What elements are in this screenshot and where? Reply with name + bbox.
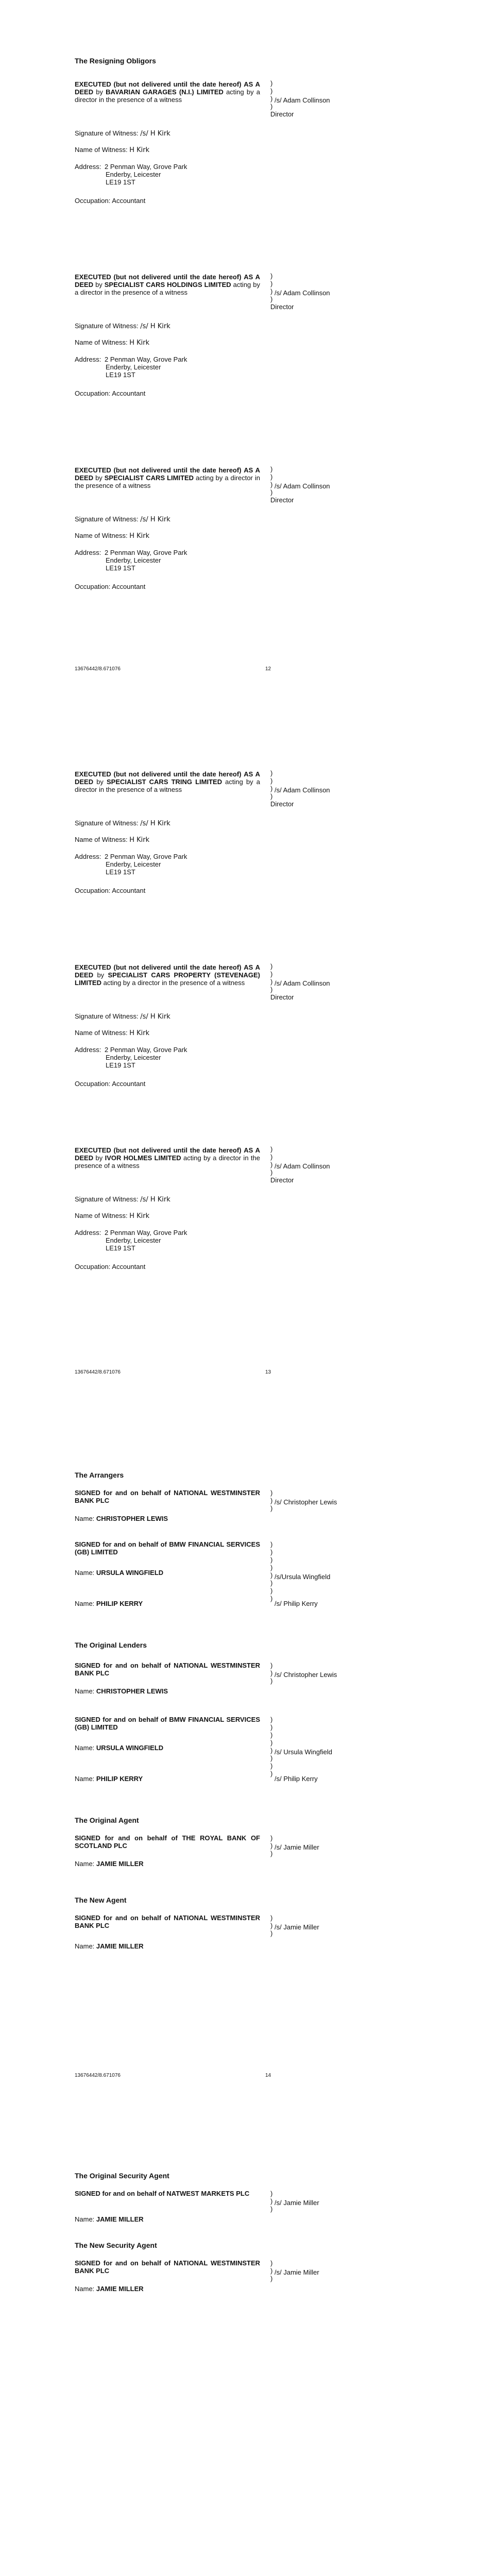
address-lines <box>105 549 187 572</box>
director-role: Director <box>270 800 294 808</box>
section-heading: The New Agent <box>75 1896 127 1904</box>
address-line: 2 Penman Way, Grove Park <box>105 163 187 171</box>
signed-block <box>75 1716 260 1731</box>
witness-address <box>75 163 187 186</box>
director-role: Director <box>270 110 294 118</box>
witness-name-row <box>75 338 149 347</box>
witness-signature-row <box>75 819 170 827</box>
signed-block <box>75 1834 260 1850</box>
address-line: LE19 1ST <box>106 178 135 186</box>
address-line: Enderby, Leicester <box>106 363 161 371</box>
address-line: 2 Penman Way, Grove Park <box>105 853 187 860</box>
signatory-signature: /s/ Jamie Miller <box>275 2268 319 2276</box>
witness-signature-row <box>75 1195 170 1204</box>
address-line: Enderby, Leicester <box>106 171 161 178</box>
signed-block <box>75 1489 260 1504</box>
signed-block <box>75 2259 260 2275</box>
witness-address <box>75 549 187 572</box>
witness-signature-row <box>75 129 170 138</box>
occupation-label: Occupation: <box>75 887 111 894</box>
witness-name-row <box>75 1029 149 1037</box>
execution-clause <box>75 80 260 104</box>
witness-signature-label: Signature of Witness: <box>75 322 139 330</box>
address-lines <box>105 355 187 379</box>
address-line: 2 Penman Way, Grove Park <box>105 1046 187 1054</box>
executed-label: EXECUTED (but not delivered until the date hereof) <box>75 466 242 474</box>
witness-signature: /s/ H Kirk <box>140 820 170 827</box>
director-role: Director <box>270 496 294 504</box>
signatory-entity: NATWEST MARKETS PLC <box>166 2190 250 2197</box>
witness-signature: /s/ H Kirk <box>140 1196 170 1204</box>
witness-name-label: Name of Witness: <box>75 532 128 539</box>
as-a-deed-label: AS A DEED <box>75 1146 260 1162</box>
witness-name: H Kirk <box>129 1212 150 1220</box>
execution-clause <box>75 963 260 987</box>
signatory-signature-2: /s/ Philip Kerry <box>275 1775 318 1783</box>
occupation-value: Accountant <box>112 389 146 397</box>
director-signature: /s/ Adam Collinson <box>275 786 330 794</box>
director-signature: /s/ Adam Collinson <box>275 482 330 490</box>
witness-signature-label: Signature of Witness: <box>75 129 139 137</box>
signatory-entity: NATIONAL WESTMINSTER BANK PLC <box>75 1662 260 1677</box>
signatory-name: JAMIE MILLER <box>96 1860 144 1868</box>
witness-name-label: Name of Witness: <box>75 338 128 346</box>
section-heading: The Original Lenders <box>75 1641 147 1649</box>
signed-block <box>75 1540 260 1556</box>
signatory-name: URSULA WINGFIELD <box>96 1744 164 1752</box>
as-a-deed-label: AS A DEED <box>75 770 260 786</box>
occupation-label: Occupation: <box>75 197 111 205</box>
address-line: LE19 1ST <box>106 564 135 572</box>
signatory-name-row <box>75 1860 144 1868</box>
entity-name: SPECIALIST CARS HOLDINGS LIMITED <box>104 281 231 289</box>
address-line: Enderby, Leicester <box>106 1054 161 1061</box>
address-lines <box>105 1046 187 1069</box>
signatory-name-row <box>75 1569 163 1577</box>
address-label: Address: <box>75 1229 101 1236</box>
footer-document-ref: 13676442/8.671076 <box>75 1369 121 1375</box>
name-label: Name: <box>75 1600 95 1607</box>
witness-address <box>75 355 187 379</box>
director-signature: /s/ Adam Collinson <box>275 979 330 987</box>
signatory-entity: NATIONAL WESTMINSTER BANK PLC <box>75 1489 260 1504</box>
as-a-deed-label: AS A DEED <box>75 273 260 289</box>
signed-label: SIGNED for and on behalf of <box>75 1540 167 1548</box>
brackets: ) ) ) ) <box>270 769 273 800</box>
section-heading: The Original Agent <box>75 1816 139 1824</box>
signatory-entity: NATIONAL WESTMINSTER BANK PLC <box>75 2259 260 2275</box>
name-label: Name: <box>75 2215 95 2223</box>
witness-name-label: Name of Witness: <box>75 836 128 843</box>
address-line: 2 Penman Way, Grove Park <box>105 1229 187 1236</box>
signatory-name: URSULA WINGFIELD <box>96 1569 164 1577</box>
witness-name: H Kirk <box>129 339 150 347</box>
executed-label: EXECUTED (but not delivered until the date hereof) <box>75 963 242 971</box>
signatory-name-2: PHILIP KERRY <box>96 1600 143 1607</box>
occupation-label: Occupation: <box>75 389 111 397</box>
signatory-signature-2: /s/ Philip Kerry <box>275 1600 318 1607</box>
witness-signature: /s/ H Kirk <box>140 1013 170 1021</box>
signatory-name: CHRISTOPHER LEWIS <box>96 1515 168 1522</box>
occupation-value: Accountant <box>112 1080 146 1088</box>
entity-name: SPECIALIST CARS TRING LIMITED <box>107 778 222 786</box>
signed-label: SIGNED for and on behalf of <box>75 1662 171 1669</box>
address-lines <box>105 163 187 186</box>
witness-name-label: Name of Witness: <box>75 1212 128 1219</box>
brackets: ) ) ) ) <box>270 1145 273 1176</box>
as-a-deed-label: AS A DEED <box>75 466 260 482</box>
witness-occupation-row <box>75 583 145 590</box>
address-label: Address: <box>75 853 101 860</box>
execution-clause <box>75 273 260 296</box>
execution-text: acting by a director in the presence of a witness <box>75 474 260 489</box>
by-label: by <box>96 778 104 786</box>
executed-label: EXECUTED (but not delivered until the date hereof) <box>75 80 242 88</box>
footer-document-ref: 13676442/8.671076 <box>75 666 121 672</box>
name-label: Name: <box>75 1860 95 1868</box>
occupation-label: Occupation: <box>75 583 111 590</box>
execution-text: acting by a director in the presence of a witness <box>75 281 260 296</box>
signatory-name-row <box>75 2285 144 2293</box>
brackets: ) ) ) ) <box>270 79 273 110</box>
execution-clause <box>75 770 260 793</box>
occupation-label: Occupation: <box>75 1080 111 1088</box>
signed-label: SIGNED for and on behalf of <box>75 2259 171 2267</box>
execution-text: acting by a director in the presence of a witness <box>75 778 260 793</box>
address-line: LE19 1ST <box>106 371 135 379</box>
entity-name: SPECIALIST CARS LIMITED <box>104 474 194 482</box>
brackets: ) ) ) ) <box>270 962 273 993</box>
signed-label: SIGNED for and on behalf of <box>75 1834 178 1842</box>
address-lines <box>105 853 187 876</box>
witness-name-label: Name of Witness: <box>75 1029 128 1037</box>
signed-label: SIGNED for and on behalf of <box>75 2190 165 2197</box>
by-label: by <box>95 281 102 289</box>
signatory-name-row <box>75 2215 144 2223</box>
witness-occupation-row <box>75 1263 145 1270</box>
name-label: Name: <box>75 1744 95 1752</box>
witness-signature-row <box>75 1012 170 1021</box>
address-line: 2 Penman Way, Grove Park <box>105 549 187 556</box>
signed-label: SIGNED for and on behalf of <box>75 1914 171 1922</box>
address-label: Address: <box>75 549 101 556</box>
signatory-signature: /s/ Jamie Miller <box>275 1923 319 1931</box>
brackets: ) ) ) <box>270 1662 273 1685</box>
signatory-name-row <box>75 1942 144 1950</box>
signatory-name-2: PHILIP KERRY <box>96 1775 143 1783</box>
witness-signature-label: Signature of Witness: <box>75 515 139 523</box>
signatory-name: JAMIE MILLER <box>96 2215 144 2223</box>
execution-clause <box>75 466 260 489</box>
occupation-label: Occupation: <box>75 1263 111 1270</box>
as-a-deed-label: AS A DEED <box>75 963 260 979</box>
name-label: Name: <box>75 1942 95 1950</box>
signed-block <box>75 2190 260 2197</box>
address-line: Enderby, Leicester <box>106 860 161 868</box>
witness-name: H Kirk <box>129 532 150 540</box>
witness-signature-label: Signature of Witness: <box>75 1195 139 1203</box>
witness-address <box>75 1229 187 1252</box>
name-label: Name: <box>75 1775 95 1783</box>
name-label: Name: <box>75 1515 95 1522</box>
section-heading: The New Security Agent <box>75 2241 157 2249</box>
signatory-name-row-2 <box>75 1600 143 1607</box>
witness-address <box>75 853 187 876</box>
signatory-signature: /s/ Christopher Lewis <box>275 1498 337 1506</box>
brackets: ) ) ) <box>270 1914 273 1937</box>
execution-clause <box>75 1146 260 1170</box>
witness-occupation-row <box>75 197 145 205</box>
signatory-signature: /s/ Ursula Wingfield <box>275 1748 332 1756</box>
as-a-deed-label: AS A DEED <box>75 80 260 96</box>
witness-name-row <box>75 836 149 844</box>
entity-name: BAVARIAN GARAGES (N.I.) LIMITED <box>106 88 224 96</box>
section-heading: The Original Security Agent <box>75 2172 169 2180</box>
brackets: ) ) ) <box>270 1834 273 1857</box>
witness-name-row <box>75 1212 149 1220</box>
witness-signature-row <box>75 322 170 330</box>
entity-name: SPECIALIST CARS PROPERTY (STEVENAGE) LIMITED <box>75 971 260 987</box>
executed-label: EXECUTED (but not delivered until the date hereof) <box>75 770 242 778</box>
witness-name: H Kirk <box>129 1029 150 1037</box>
signatory-entity: BMW FINANCIAL SERVICES (GB) LIMITED <box>75 1716 260 1731</box>
witness-signature-row <box>75 515 170 523</box>
signatory-name-row-2 <box>75 1775 143 1783</box>
address-line: Enderby, Leicester <box>106 556 161 564</box>
witness-occupation-row <box>75 389 145 397</box>
witness-name-label: Name of Witness: <box>75 146 128 154</box>
execution-text: acting by a director in the presence of a witness <box>75 88 261 104</box>
signed-block <box>75 1662 260 1677</box>
director-signature: /s/ Adam Collinson <box>275 1162 330 1170</box>
witness-name: H Kirk <box>129 146 150 154</box>
witness-name-row <box>75 146 149 154</box>
occupation-value: Accountant <box>112 887 146 894</box>
signatory-entity: THE ROYAL BANK OF SCOTLAND PLC <box>75 1834 260 1850</box>
witness-signature-label: Signature of Witness: <box>75 1012 139 1020</box>
footer-page-number: 13 <box>265 1369 271 1375</box>
occupation-value: Accountant <box>112 197 146 205</box>
signed-block <box>75 1914 260 1929</box>
brackets: ) ) ) ) <box>270 465 273 496</box>
by-label: by <box>95 1154 103 1162</box>
name-label: Name: <box>75 1569 95 1577</box>
signatory-name: JAMIE MILLER <box>96 2285 144 2293</box>
director-role: Director <box>270 1176 294 1184</box>
signatory-entity: BMW FINANCIAL SERVICES (GB) LIMITED <box>75 1540 260 1556</box>
footer-page-number: 12 <box>265 666 271 672</box>
address-lines <box>105 1229 187 1252</box>
executed-label: EXECUTED (but not delivered until the date hereof) <box>75 1146 242 1154</box>
signed-label: SIGNED for and on behalf of <box>75 1489 171 1497</box>
witness-signature: /s/ H Kirk <box>140 323 170 330</box>
name-label: Name: <box>75 2285 95 2293</box>
director-signature: /s/ Adam Collinson <box>275 96 330 104</box>
brackets: ) ) ) <box>270 2259 273 2282</box>
signatory-signature: /s/ Jamie Miller <box>275 2199 319 2207</box>
occupation-value: Accountant <box>112 583 146 590</box>
address-label: Address: <box>75 355 101 363</box>
signatory-signature: /s/Ursula Wingfield <box>275 1573 331 1581</box>
occupation-value: Accountant <box>112 1263 146 1270</box>
witness-signature: /s/ H Kirk <box>140 516 170 523</box>
executed-label: EXECUTED (but not delivered until the date hereof) <box>75 273 242 281</box>
footer-document-ref: 13676442/8.671076 <box>75 2073 121 2078</box>
witness-address <box>75 1046 187 1069</box>
brackets: ) ) ) ) ) ) ) ) <box>270 1716 273 1777</box>
witness-occupation-row <box>75 1080 145 1088</box>
signatory-name-row <box>75 1687 168 1695</box>
address-label: Address: <box>75 1046 101 1054</box>
witness-signature-label: Signature of Witness: <box>75 819 139 827</box>
director-role: Director <box>270 993 294 1001</box>
witness-occupation-row <box>75 887 145 894</box>
address-line: LE19 1ST <box>106 868 135 876</box>
address-line: LE19 1ST <box>106 1244 135 1252</box>
signed-label: SIGNED for and on behalf of <box>75 1716 167 1723</box>
by-label: by <box>97 971 105 979</box>
section-heading: The Arrangers <box>75 1471 124 1479</box>
witness-signature: /s/ H Kirk <box>140 130 170 138</box>
address-label: Address: <box>75 163 101 171</box>
signatory-name-row <box>75 1744 163 1752</box>
brackets: ) ) ) ) ) ) ) ) <box>270 1540 273 1602</box>
address-line: LE19 1ST <box>106 1061 135 1069</box>
director-signature: /s/ Adam Collinson <box>275 289 330 297</box>
signatory-name: CHRISTOPHER LEWIS <box>96 1687 168 1695</box>
execution-text: acting by a director in the presence of a witness <box>103 979 245 987</box>
entity-name: IVOR HOLMES LIMITED <box>105 1154 181 1162</box>
witness-name: H Kirk <box>129 836 150 844</box>
by-label: by <box>96 88 104 96</box>
brackets: ) ) ) <box>270 2190 273 2213</box>
footer-page-number: 14 <box>265 2073 271 2078</box>
witness-name-row <box>75 532 149 540</box>
signatory-entity: NATIONAL WESTMINSTER BANK PLC <box>75 1914 260 1929</box>
signatory-signature: /s/ Jamie Miller <box>275 1843 319 1851</box>
name-label: Name: <box>75 1687 95 1695</box>
address-line: 2 Penman Way, Grove Park <box>105 355 187 363</box>
execution-text: acting by a director in the presence of a witness <box>75 1154 260 1170</box>
brackets: ) ) ) ) <box>270 272 273 303</box>
director-role: Director <box>270 303 294 311</box>
section-heading-resigning-obligors: The Resigning Obligors <box>75 57 156 65</box>
signatory-signature: /s/ Christopher Lewis <box>275 1671 337 1679</box>
brackets: ) ) ) <box>270 1489 273 1512</box>
signatory-name-row <box>75 1515 168 1522</box>
address-line: Enderby, Leicester <box>106 1236 161 1244</box>
by-label: by <box>95 474 102 482</box>
signatory-name: JAMIE MILLER <box>96 1942 144 1950</box>
